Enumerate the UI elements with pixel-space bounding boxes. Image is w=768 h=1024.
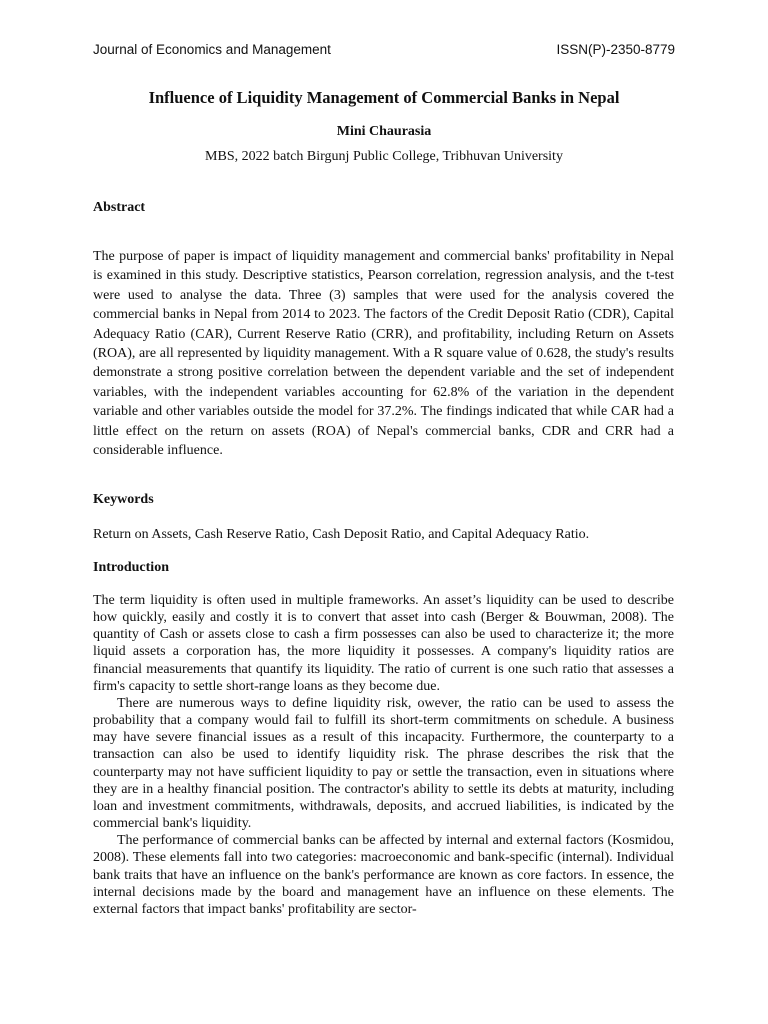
introduction-body <box>93 592 674 918</box>
intro-paragraph-1: The term liquidity is often used in multiple frameworks. An asset’s liquidity can be used to describe how quickly, easily and costly it is to convert that asset into cash (Berger & Bouwman, 2008). The quantity of Cash or assets close to cash a firm possesses can also be used to characterize it; the more liquid assets a corporation has, the more liquidity it possesses. A company's liquidity ratios are financial measurements that quantify its liquidity. The ratio of current is one such ratio that assesses a firm's capacity to settle short-range loans as they become due. <box>93 593 674 694</box>
paper-title: Influence of Liquidity Management of Commercial Banks in Nepal <box>148 88 620 107</box>
intro-paragraph-2: There are numerous ways to define liquidity risk, owever, the ratio can be used to assess the probability that a company would fail to fulfill its short-term commitments on schedule. A business may have severe financial issues as a result of this incapacity. Furthermore, the counterparty to a transaction can also be used to identify liquidity risk. The phrase describes the risk that the counterparty may not have sufficient liquidity to pay or settle the transaction, even in situations where they are in a healthy financial position. The contractor's ability to settle its debts at maturity, including loan and investment commitments, withdrawals, deposits, and accrued liabilities, is indicated by the commercial bank's liquidity. <box>93 695 674 832</box>
introduction-heading: Introduction <box>93 560 169 575</box>
author-affiliation: MBS, 2022 batch Birgunj Public College, Tribhuvan University <box>205 149 563 164</box>
keywords-text: Return on Assets, Cash Reserve Ratio, Cash Deposit Ratio, and Capital Adequacy Ratio. <box>93 527 590 542</box>
journal-name: Journal of Economics and Management <box>93 42 331 57</box>
abstract-heading: Abstract <box>93 200 146 215</box>
author-name: Mini Chaurasia <box>336 124 432 139</box>
intro-paragraph-3: The performance of commercial banks can be affected by internal and external factors (Kosmidou, 2008). These elements fall into two categories: macroeconomic and bank-specific (internal). Individual bank traits that have an influence on the bank's performance are known as core factors. In essence, the internal decisions made by the board and management have an influence on these elements. The external factors that impact banks' profitability are sector- <box>93 833 674 917</box>
running-header <box>93 42 675 57</box>
keywords-heading: Keywords <box>93 492 154 507</box>
abstract-text: The purpose of paper is impact of liquidity management and commercial banks' profitability in Nepal is examined in this study. Descriptive statistics, Pearson correlation, regression analysis, and the t-test were used to analyse the data. Three (3) samples that were used for the analysis covered the commercial banks in Nepal from 2014 to 2023. The factors of the Credit Deposit Ratio (CDR), Capital Adequacy Ratio (CAR), Current Reserve Ratio (CRR), and profitability, including Return on Assets (ROA), are all represented by liquidity management. With a R square value of 0.628, the study's results demonstrate a strong positive correlation between the dependent variable and the set of independent variables, with the independent variables accounting for 62.8% of the variation in the dependent variable and other variables outside the model for 37.2%. The findings indicated that while CAR had a little effect on the return on assets (ROA) of Nepal's commercial banks, CDR and CRR had a considerable influence. <box>93 249 674 459</box>
issn: ISSN(P)-2350-8779 <box>556 42 675 57</box>
